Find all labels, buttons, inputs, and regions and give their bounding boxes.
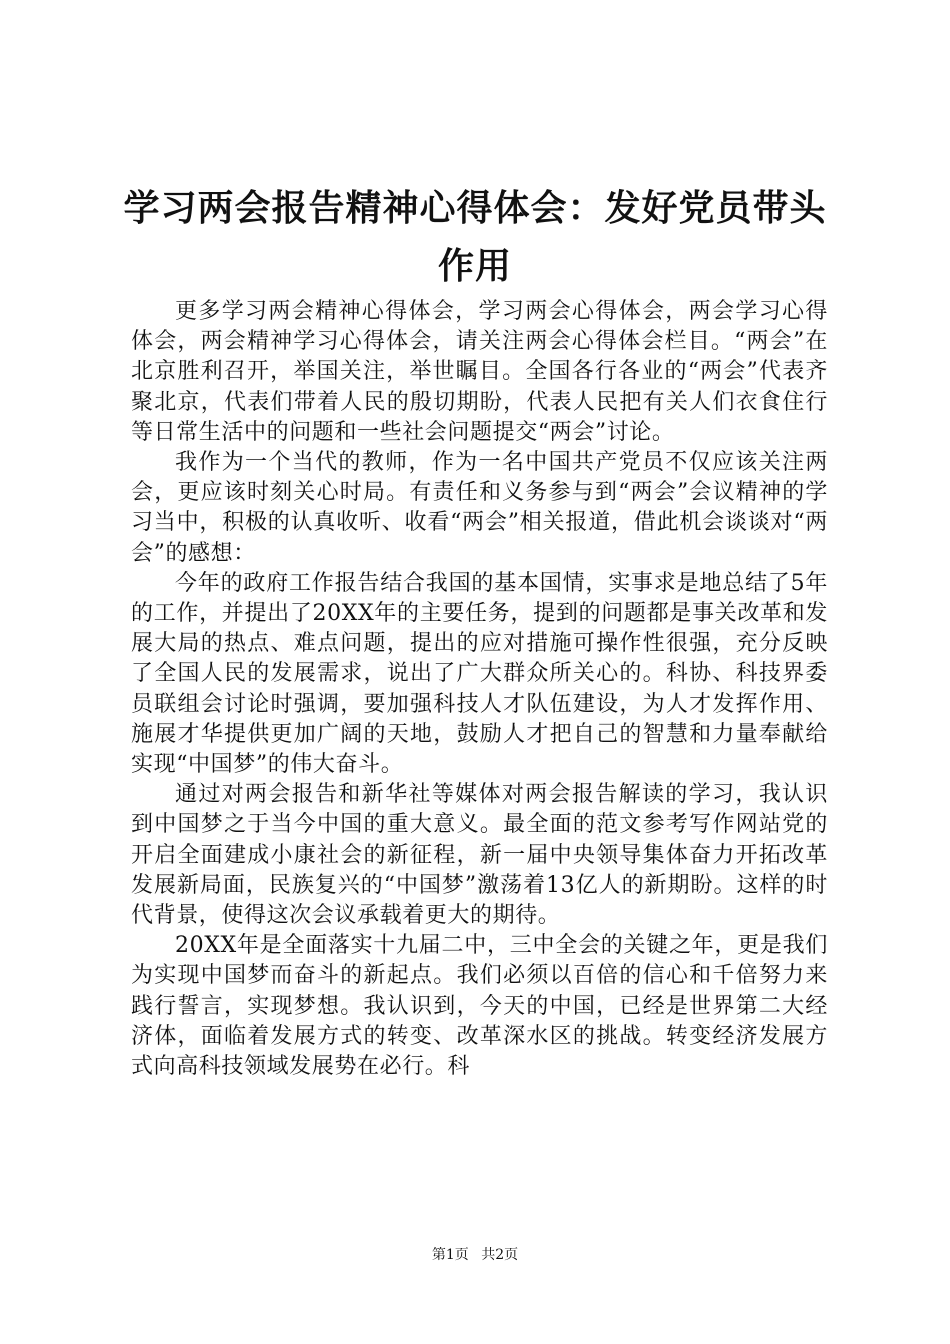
document-body xyxy=(131,297,828,1082)
document-title: 学习两会报告精神心得体会：发好党员带头作用 xyxy=(123,188,827,287)
paragraph: 今年的政府工作报告结合我国的基本国情，实事求是地总结了5年的工作，并提出了20XX年的主要任务，提到的问题都是事关改革和发展大局的热点、难点问题，提出的应对措施可操作性很强，充分反映了全国人民的发展需求，说出了广大群众所关心的。科协、科技界委员联组会讨论时强调，要加强科技人才队伍建设，为人才发挥作用、施展才华提供更加广阔的天地，鼓励人才把自己的智慧和力量奉献给实现“中国梦”的伟大奋斗。 xyxy=(131,570,828,778)
paragraph: 20XX年是全面落实十九届二中，三中全会的关键之年，更是我们为实现中国梦而奋斗的新起点。我们必须以百倍的信心和千倍努力来践行誓言，实现梦想。我认识到，今天的中国，已经是世界第二大经济体，面临着发展方式的转变、改革深水区的挑战。转变经济发展方式向高科技领域发展势在必行。科 xyxy=(131,933,828,1080)
page-total: 共2页 xyxy=(481,1247,519,1263)
paragraph: 更多学习两会精神心得体会，学习两会心得体会，两会学习心得体会，两会精神学习心得体会，请关注两会心得体会栏目。“两会”在北京胜利召开，举国关注，举世瞩目。全国各行各业的“两会”代表齐聚北京，代表们带着人民的殷切期盼，代表人民把有关人们衣食住行等日常生活中的问题和一些社会问题提交“两会”讨论。 xyxy=(131,299,828,445)
page-number: 第1页 xyxy=(431,1247,469,1263)
paragraph: 通过对两会报告和新华社等媒体对两会报告解读的学习，我认识到中国梦之于当今中国的重大意义。最全面的范文参考写作网站党的开启全面建成小康社会的新征程，新一届中央领导集体奋力开拓改革发展新局面，民族复兴的“中国梦”激荡着13亿人的新期盼。这样的时代背景，使得这次会议承载着更大的期待。 xyxy=(131,782,828,929)
paragraph: 我作为一个当代的教师，作为一名中国共产党员不仅应该关注两会，更应该时刻关心时局。有责任和义务参与到“两会”会议精神的学习当中，积极的认真收听、收看“两会”相关报道，借此机会谈谈对“两会”的感想： xyxy=(131,450,828,566)
page-footer xyxy=(0,1245,950,1265)
